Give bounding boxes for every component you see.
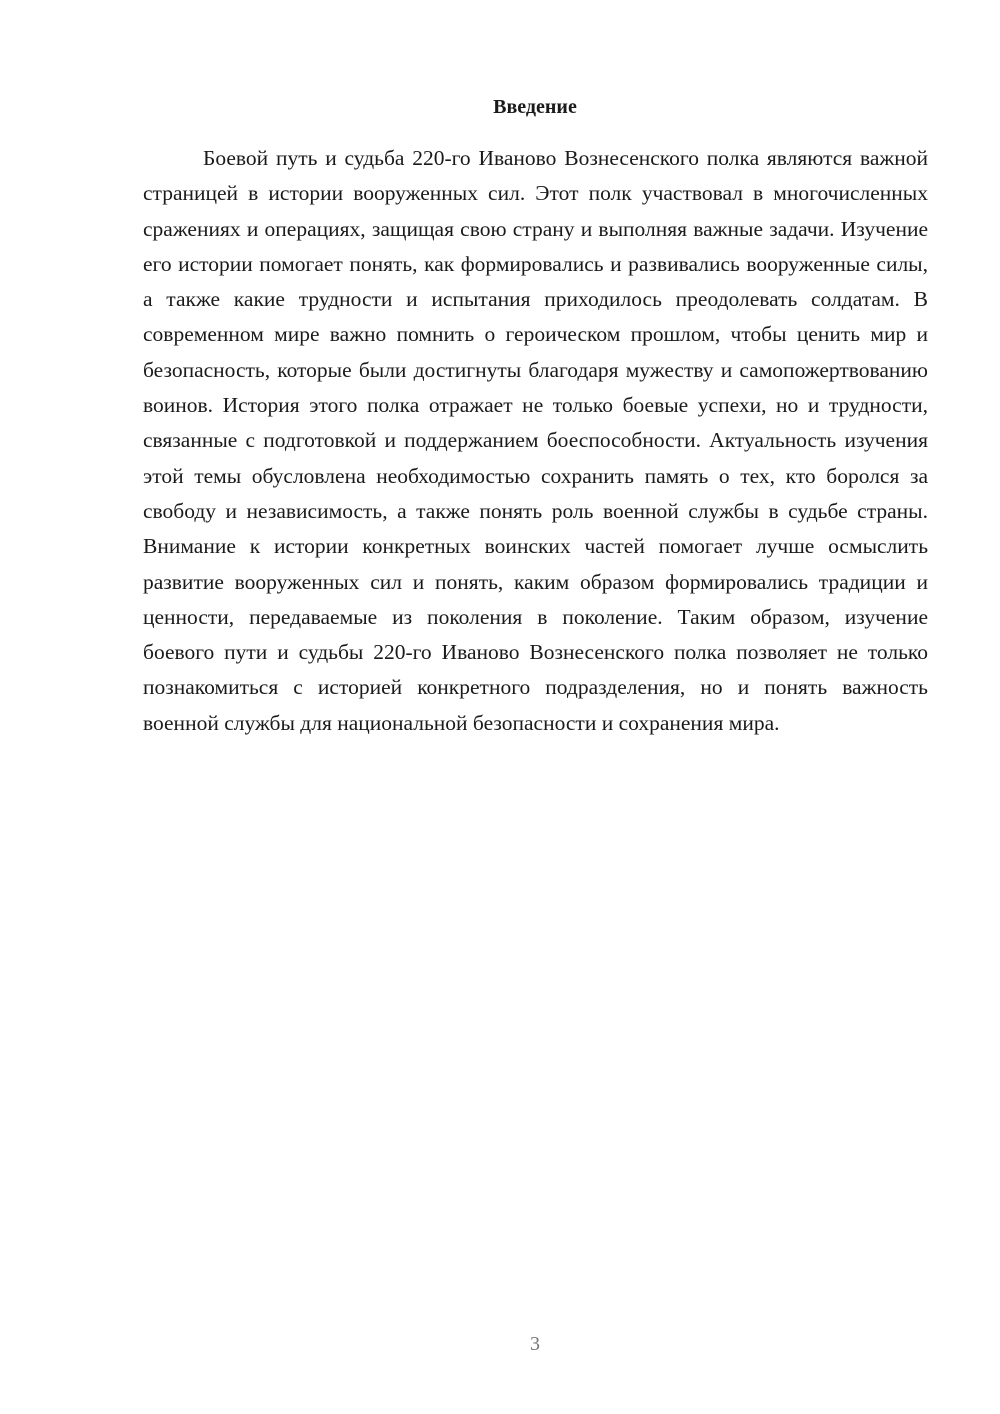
body-paragraph: Боевой путь и судьба 220-го Иваново Вознесенского полка являются важной страницей в истории вооруженных сил. Этот полк участвовал в многочисленных сражениях и операциях, защищая свою страну и выполняя важные задачи. Изучение его истории помогает понять, как формировались и развивались вооруженные силы, а также какие трудности и испытания приходилось преодолевать солдатам. В современном мире важно помнить о героическом прошлом, чтобы ценить мир и безопасность, которые были достигнуты благодаря мужеству и самопожертвованию воинов. История этого полка отражает не только боевые успехи, но и трудности, связанные с подготовкой и поддержанием боеспособности. Актуальность изучения этой темы обусловлена необходимостью сохранить память о тех, кто боролся за свободу и независимость, а также понять роль военной службы в судьбе страны. Внимание к истории конкретных воинских частей помогает лучше осмыслить развитие вооруженных сил и понять, каким образом формировались традиции и ценности, передаваемые из поколения в поколение. Таким образом, изучение боевого пути и судьбы 220-го Иваново Вознесенского полка позволяет не только познакомиться с историей конкретного подразделения, но и понять важность военной службы для национальной безопасности и сохранения мира. [143,146,928,735]
section-heading: Введение [493,96,577,118]
page-number: 3 [530,1333,540,1355]
